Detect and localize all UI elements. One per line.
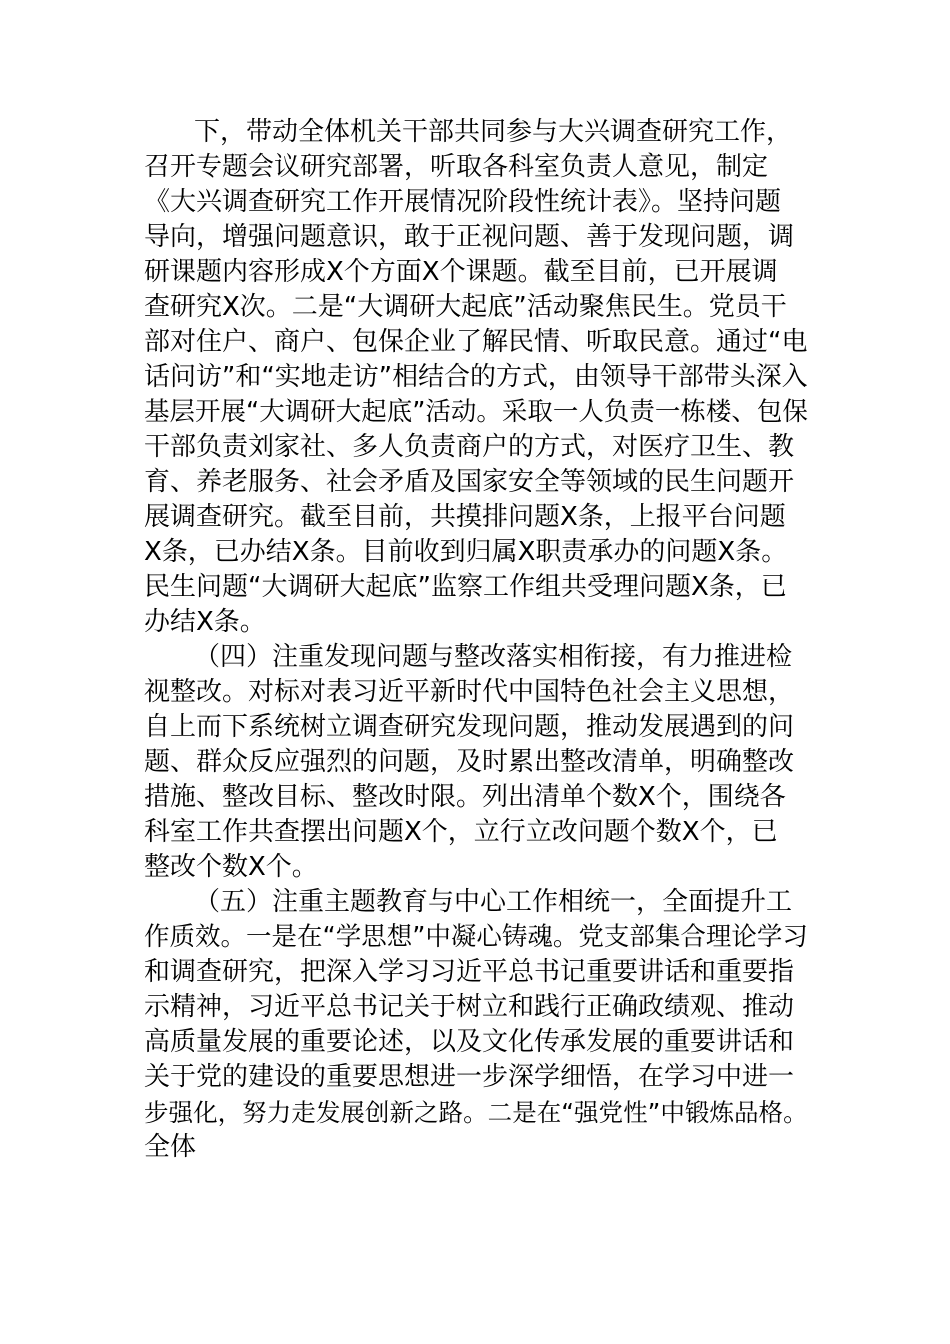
text-line: 下，带动全体机关干部共同参与大兴调查研究工作，	[194, 117, 793, 147]
section-heading-line: （五）注重主题教育与中心工作相统一，全面提升工	[194, 887, 793, 917]
text-line: 高质量发展的重要论述，以及文化传承发展的重要讲话和	[144, 1027, 795, 1057]
text-line: 展调查研究。截至目前，共摸排问题X条，上报平台问题	[144, 502, 786, 532]
text-line: 部对住户、商户、包保企业了解民情、听取民意。通过“电	[144, 327, 808, 357]
section-heading-line: （四）注重发现问题与整改落实相衔接，有力推进检	[194, 642, 793, 672]
text-line: 干部负责刘家社、多人负责商户的方式，对医疗卫生、教	[144, 432, 795, 462]
text-line: 办结X条。	[144, 607, 266, 637]
text-line: 研课题内容形成X个方面X个课题。截至目前，已开展调	[144, 257, 778, 287]
text-line: 基层开展“大调研大起底”活动。采取一人负责一栋楼、包保	[144, 397, 808, 427]
text-line: 步强化，努力走发展创新之路。二是在“强党性”中锻炼品格。	[144, 1098, 808, 1127]
text-line: X条，已办结X条。目前收到归属X职责承办的问题X条。	[144, 537, 788, 567]
text-line: 和调查研究，把深入学习习近平总书记重要讲话和重要指	[144, 957, 795, 987]
text-line: 措施、整改目标、整改时限。列出清单个数X个，围绕各	[144, 782, 786, 812]
text-line: 话问访”和“实地走访”相结合的方式，由领导干部带头深入	[144, 362, 808, 392]
text-line: 作质效。一是在“学思想”中凝心铸魂。党支部集合理论学习	[144, 922, 808, 952]
text-line: 民生问题“大调研大起底”监察工作组共受理问题X条，已	[144, 572, 787, 602]
text-line: 查研究X次。二是“大调研大起底”活动聚焦民生。党员干	[144, 292, 787, 322]
body-text	[144, 115, 808, 1165]
text-line: 关于党的建设的重要思想进一步深学细悟，在学习中进一	[144, 1062, 795, 1092]
text-line: 育、养老服务、社会矛盾及国家安全等领域的民生问题开	[144, 467, 795, 497]
text-line: 召开专题会议研究部署，听取各科室负责人意见，制定	[144, 152, 769, 182]
text-line: 全体	[144, 1132, 197, 1162]
text-line: 《大兴调查研究工作开展情况阶段性统计表》。坚持问题	[144, 187, 782, 217]
text-line: 导向，增强问题意识，敢于正视问题、善于发现问题，调	[144, 222, 795, 252]
text-line: 自上而下系统树立调查研究发现问题，推动发展遇到的问	[144, 712, 795, 742]
text-line: 题、群众反应强烈的问题，及时累出整改清单，明确整改	[144, 747, 795, 777]
text-line: 科室工作共查摆出问题X个，立行立改问题个数X个，已	[144, 817, 778, 847]
text-line: 视整改。对标对表习近平新时代中国特色社会主义思想，	[144, 677, 795, 707]
text-line: 示精神，习近平总书记关于树立和践行正确政绩观、推动	[144, 992, 795, 1022]
text-line: 整改个数X个。	[144, 852, 318, 882]
